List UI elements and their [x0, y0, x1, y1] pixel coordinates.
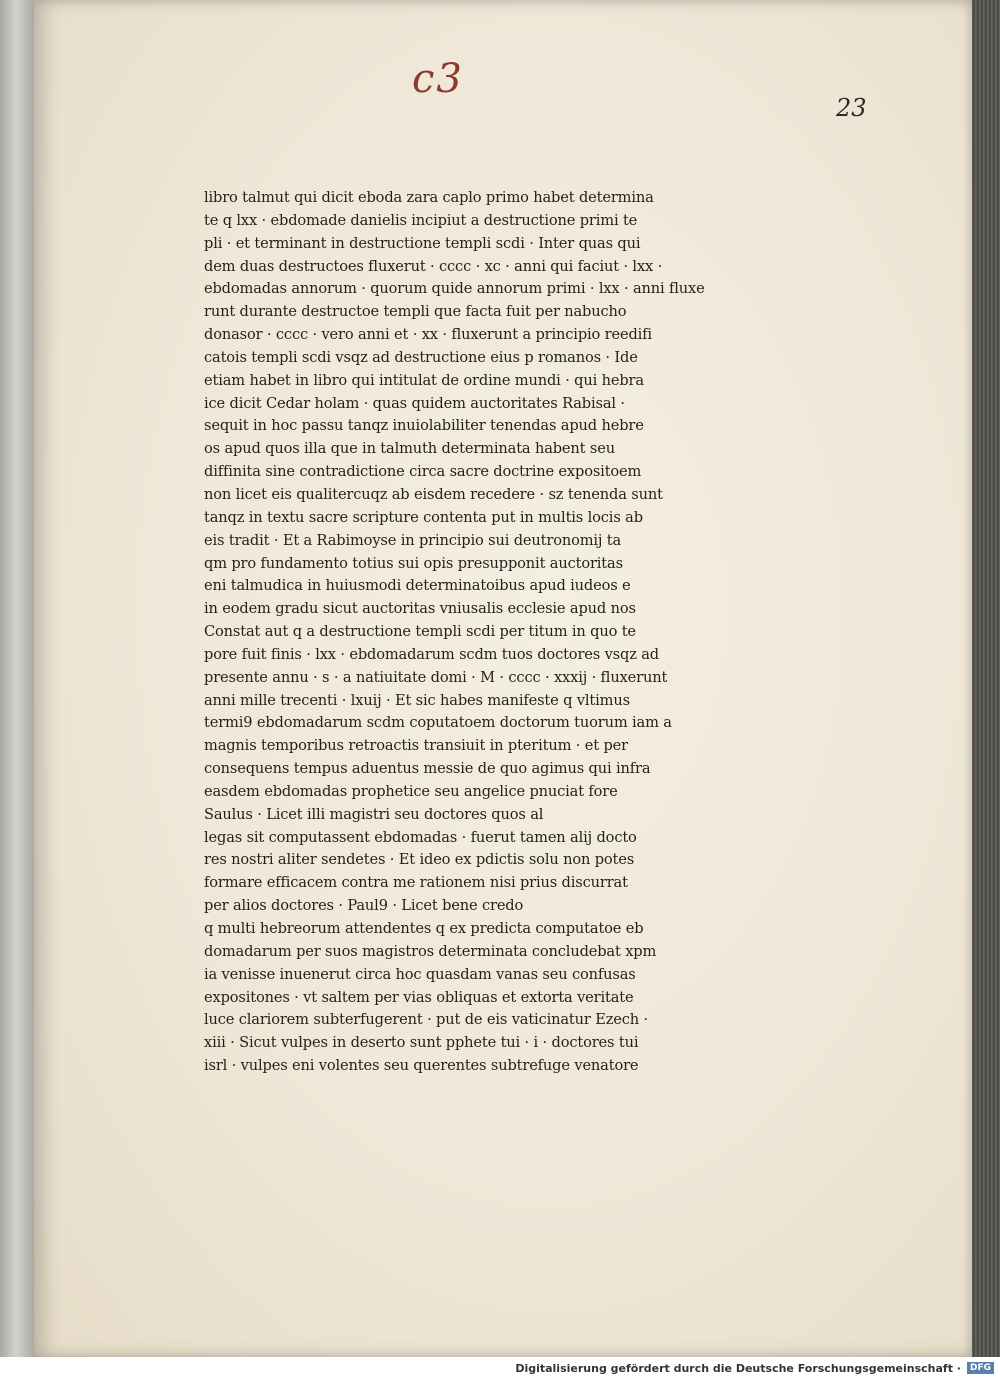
- text-line: etiam habet in libro qui intitulat de ordine mundi · qui hebra: [204, 371, 644, 389]
- text-line: ia venisse inuenerut circa hoc quasdam vanas seu confusas: [204, 965, 636, 983]
- text-line: Constat aut q a destructione templi scdi per titum in quo te: [204, 623, 636, 641]
- text-line: domadarum per suos magistros determinata concludebat xpm: [204, 942, 657, 960]
- text-line: Saulus · Licet illi magistri seu doctores quos al: [204, 805, 544, 823]
- text-line: xiii · Sicut vulpes in deserto sunt pphete tui · i · doctores tui: [204, 1034, 639, 1052]
- text-line: expositones · vt saltem per vias obliquas et extorta veritate: [204, 988, 634, 1006]
- signature-mark: c3: [412, 56, 464, 102]
- text-line: pore fuit finis · lxx · ebdomadarum scdm tuos doctores vsqz ad: [204, 645, 659, 663]
- text-line: eis tradit · Et a Rabimoyse in principio sui deutronomij ta: [204, 531, 622, 549]
- text-line: per alios doctores · Paul9 · Licet bene credo: [204, 897, 524, 915]
- text-line: eni talmudica in huiusmodi determinatoibus apud iudeos e: [204, 577, 631, 595]
- text-line: pli · et terminant in destructione templi scdi · Inter quas qui: [204, 234, 641, 252]
- text-line: sequit in hoc passu tanqz inuiolabiliter tenendas apud hebre: [204, 417, 644, 435]
- dfg-logo: DFG: [967, 1362, 994, 1374]
- text-line: anni mille trecenti · lxuij · Et sic habes manifeste q vltimus: [204, 691, 630, 709]
- text-line: runt durante destructoe templi que facta fuit per nabucho: [204, 303, 627, 321]
- text-column: [204, 187, 734, 1078]
- text-line: os apud quos illa que in talmuth determinata habent seu: [204, 440, 615, 458]
- text-line: catois templi scdi vsqz ad destructione eius p romanos · Ide: [204, 348, 638, 366]
- text-line: non licet eis qualitercuqz ab eisdem recedere · sz tenenda sunt: [204, 485, 663, 503]
- folio-number: 23: [836, 94, 867, 122]
- text-line: formare efficacem contra me rationem nisi prius discurrat: [204, 874, 628, 892]
- text-line: legas sit computassent ebdomadas · fuerut tamen alij docto: [204, 828, 637, 846]
- text-line: donasor · cccc · vero anni et · xx · fluxerunt a principio reedifi: [204, 326, 652, 344]
- text-line: libro talmut qui dicit eboda zara caplo primo habet determina: [204, 189, 654, 206]
- text-line: magnis temporibus retroactis transiuit in pteritum · et per: [204, 737, 628, 755]
- text-line: diffinita sine contradictione circa sacre doctrine expositoem: [204, 463, 642, 481]
- text-line: consequens tempus aduentus messie de quo agimus qui infra: [204, 760, 651, 778]
- text-line: qm pro fundamento totius sui opis presupponit auctoritas: [204, 554, 623, 572]
- text-line: q multi hebreorum attendentes q ex predicta computatoe eb: [204, 920, 644, 937]
- text-line: dem duas destructoes fluxerut · cccc · xc · anni qui faciut · lxx ·: [204, 257, 663, 275]
- text-line: termi9 ebdomadarum scdm coputatoem doctorum tuorum iam a: [204, 714, 672, 732]
- text-line: luce clariorem subterfugerent · put de eis vaticinatur Ezech ·: [204, 1011, 648, 1029]
- text-line: presente annu · s · a natiuitate domi · M · cccc · xxxij · fluxerunt: [204, 668, 668, 686]
- text-line: res nostri aliter sendetes · Et ideo ex pdictis solu non potes: [204, 851, 635, 869]
- text-line: ebdomadas annorum · quorum quide annorum primi · lxx · anni fluxe: [204, 280, 705, 298]
- text-line: in eodem gradu sicut auctoritas vniusalis ecclesie apud nos: [204, 600, 636, 618]
- funding-credit: Digitalisierung gefördert durch die Deutsche Forschungsgemeinschaft ·: [515, 1361, 961, 1375]
- text-line: te q lxx · ebdomade danielis incipiut a destructione primi te: [204, 211, 638, 229]
- text-line: easdem ebdomadas prophetice seu angelice pnuciat fore: [204, 782, 618, 800]
- text-line: isrl · vulpes eni volentes seu querentes subtrefuge venatore: [204, 1057, 639, 1075]
- text-line: tanqz in textu sacre scripture contenta put in multis locis ab: [204, 508, 643, 526]
- footer-bar: [0, 1357, 1000, 1379]
- text-line: ice dicit Cedar holam · quas quidem auctoritates Rabisal ·: [204, 394, 625, 412]
